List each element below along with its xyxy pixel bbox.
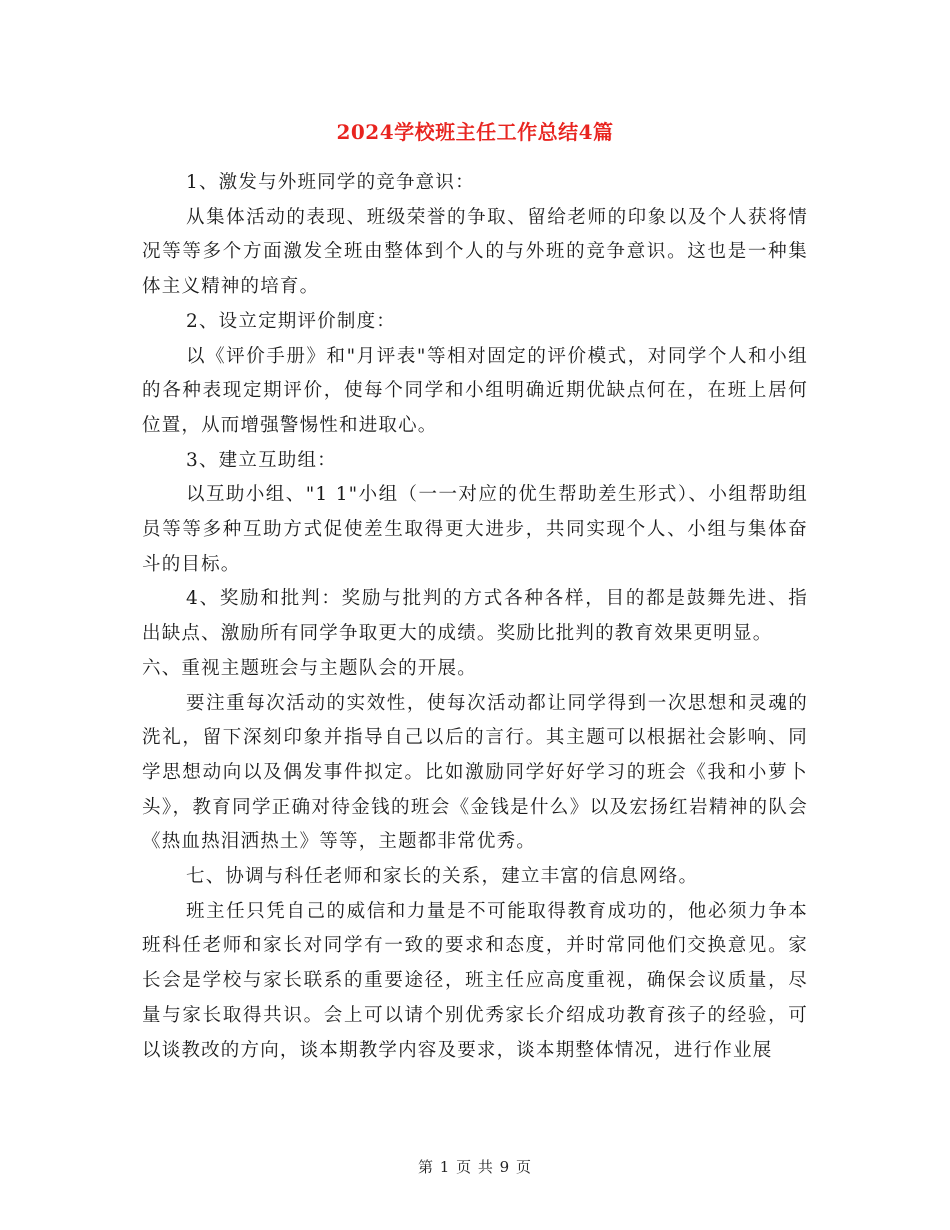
paragraph: 3、建立互助组：	[186, 449, 337, 471]
paragraph: 1、激发与外班同学的竞争意识：	[186, 172, 475, 193]
paragraph: 4、奖励和批判：奖励与批判的方式各种各样，目的都是鼓舞先进、指出缺点、激励所有同学争取更大的成绩。奖励比批判的教育效果更明显。	[142, 588, 808, 645]
page-footer: 第 1 页 共 9 页	[418, 1158, 532, 1176]
paragraph: 要注重每次活动的实效性，使每次活动都让同学得到一次思想和灵魂的洗礼，留下深刻印象并指导自己以后的言行。其主题可以根据社会影响、同学思想动向以及偶发事件拟定。比如激励同学好好学习的班会《我和小萝卜头》，教育同学正确对待金钱的班会《金钱是什么》以及宏扬红岩精神的队会《热血热泪洒热土》等等，主题都非常优秀。	[142, 692, 808, 853]
document-title: 2024学校班主任工作总结4篇	[336, 120, 614, 144]
section-heading: 六、重视主题班会与主题队会的开展。	[142, 657, 477, 679]
paragraph: 2、设立定期评价制度：	[186, 310, 396, 332]
paragraph: 以《评价手册》和"月评表"等相对固定的评价模式，对同学个人和小组的各种表现定期评价，使每个同学和小组明确近期优缺点何在，在班上居何位置，从而增强警惕性和进取心。	[142, 345, 808, 436]
paragraph: 班主任只凭自己的威信和力量是不可能取得教育成功的，他必须力争本班科任老师和家长对同学有一致的要求和态度，并时常同他们交换意见。家长会是学校与家长联系的重要途径，班主任应高度重视，确保会议质量，尽量与家长取得共识。会上可以请个别优秀家长介绍成功教育孩子的经验，可以谈教改的方向，谈本期教学内容及要求，谈本期整体情况，进行作业展	[142, 900, 808, 1061]
paragraph: 以互助小组、"1 1"小组（一一对应的优生帮助差生形式）、小组帮助组员等等多种互助方式促使差生取得更大进步，共同实现个人、小组与集体奋斗的目标。	[142, 484, 808, 575]
document-body	[142, 166, 808, 1068]
section-heading: 七、协调与科任老师和家长的关系，建立丰富的信息网络。	[186, 866, 699, 888]
paragraph: 从集体活动的表现、班级荣誉的争取、留给老师的印象以及个人获将情况等等多个方面激发全班由整体到个人的与外班的竞争意识。这也是一种集体主义精神的培育。	[142, 206, 808, 298]
